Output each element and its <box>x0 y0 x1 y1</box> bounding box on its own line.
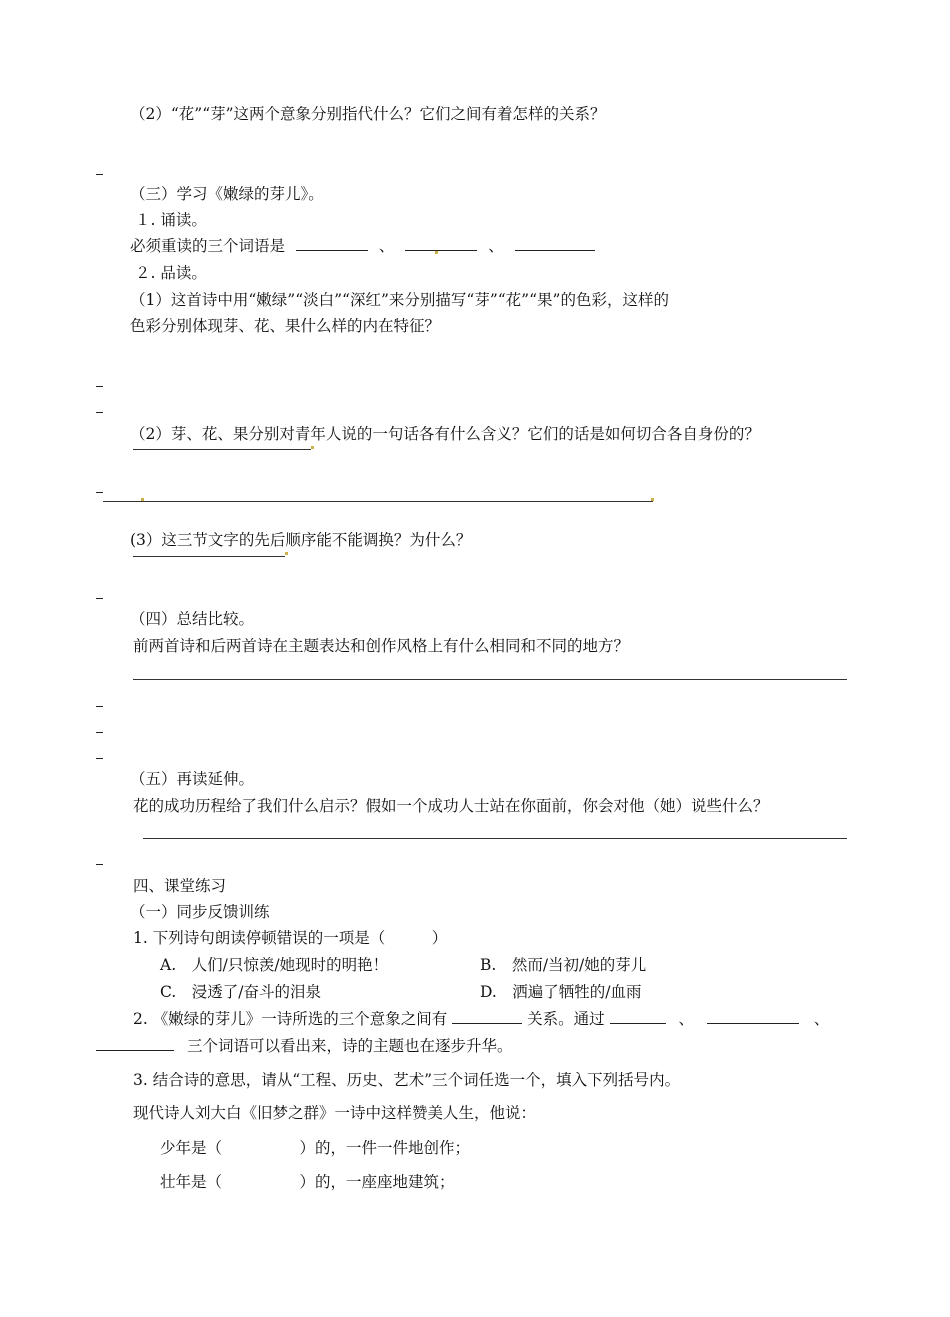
exercise-3-line-2: 壮年是（ ）的，一座座地建筑； <box>160 1173 455 1191</box>
answer-line[interactable] <box>133 449 311 450</box>
exercise-1-option-c[interactable]: C. 浸透了/奋斗的泪泉 <box>160 983 321 1001</box>
exercise-2-line-1 <box>133 1009 829 1029</box>
stress-words-label: 必须重读的三个词语是 <box>130 237 286 255</box>
marker-dot <box>651 498 654 501</box>
answer-line[interactable] <box>143 838 847 839</box>
answer-dash <box>96 706 103 707</box>
exercise-1-option-a[interactable]: A. 人们/只惊羡/她现时的明艳！ <box>160 956 389 974</box>
section-3-item-1: １. 诵读。 <box>135 211 207 229</box>
answer-dash <box>96 864 103 865</box>
stress-words-line <box>130 236 595 256</box>
answer-dash <box>96 174 103 175</box>
answer-dash <box>96 412 103 413</box>
exercise-3-line-1: 少年是（ ）的，一件一件地创作； <box>160 1139 471 1157</box>
question-inspiration: 花的成功历程给了我们什么启示？假如一个成功人士站在你面前，你会对他（她）说些什么？ <box>133 797 769 815</box>
answer-dash <box>96 492 103 493</box>
separator: 、 <box>378 237 395 255</box>
exercise-2-middle: 关系。通过 <box>527 1010 605 1028</box>
blank-word-a[interactable] <box>610 1009 666 1024</box>
exercise-1-option-b[interactable]: B. 然而/当初/她的芽儿 <box>480 956 647 974</box>
blank-word-b[interactable] <box>707 1009 799 1024</box>
marker-dot <box>311 446 314 449</box>
part-4-title: 四、课堂练习 <box>133 877 227 895</box>
question-order: (3）这三节文字的先后顺序能不能调换？为什么？ <box>130 531 472 549</box>
answer-dash <box>96 598 103 599</box>
answer-line[interactable] <box>103 501 653 502</box>
answer-line[interactable] <box>133 556 285 557</box>
question-colors-line-1: （1）这首诗中用“嫩绿”“淡白”“深红”来分别描写“芽”“花”“果”的色彩，这样的 <box>130 291 669 309</box>
marker-dot <box>435 251 438 254</box>
exercise-3-stem: 3. 结合诗的意思，请从“工程、历史、艺术”三个词任选一个，填入下列括号内。 <box>133 1071 681 1089</box>
exercise-3-intro: 现代诗人刘大白《旧梦之群》一诗中这样赞美人生，他说： <box>133 1104 537 1122</box>
section-5-title: （五）再读延伸。 <box>130 770 255 788</box>
exercise-1-option-d[interactable]: D. 洒遍了牺牲的/血雨 <box>480 983 642 1001</box>
answer-line[interactable] <box>133 679 847 680</box>
separator: 、 <box>678 1010 694 1028</box>
blank-word-1[interactable] <box>296 236 368 251</box>
answer-dash <box>96 732 103 733</box>
section-4-title: （四）总结比较。 <box>130 610 255 628</box>
question-flower-bud: （2）“花”“芽”这两个意象分别指代什么？它们之间有着怎样的关系？ <box>130 105 606 123</box>
separator: 、 <box>488 237 504 255</box>
separator: 、 <box>813 1010 830 1028</box>
question-compare: 前两首诗和后两首诗在主题表达和创作风格上有什么相同和不同的地方？ <box>133 637 630 655</box>
marker-dot <box>141 498 144 501</box>
blank-relation[interactable] <box>452 1009 522 1024</box>
question-meaning: （2）芽、花、果分别对青年人说的一句话各有什么含义？它们的话是如何切合各自身份的？ <box>130 425 760 443</box>
exercise-2-prefix: 2. 《嫩绿的芽儿》一诗所选的三个意象之间有 <box>133 1010 448 1028</box>
blank-word-c[interactable] <box>96 1036 174 1051</box>
marker-dot <box>285 552 288 555</box>
part-4-subtitle: （一）同步反馈训练 <box>130 903 270 921</box>
answer-dash <box>96 386 103 387</box>
section-3-title: （三）学习《嫩绿的芽儿》。 <box>130 185 324 203</box>
answer-dash <box>96 758 103 759</box>
exercise-2-ending: 三个词语可以看出来，诗的主题也在逐步升华。 <box>186 1037 513 1055</box>
blank-word-3[interactable] <box>515 236 595 251</box>
question-colors-line-2: 色彩分别体现芽、花、果什么样的内在特征？ <box>130 317 441 335</box>
section-3-item-2: ２. 品读。 <box>135 264 207 282</box>
exercise-1-stem: 1. 下列诗句朗读停顿错误的一项是（ ） <box>133 929 448 947</box>
exercise-2-line-2 <box>96 1036 512 1056</box>
blank-word-2[interactable] <box>405 236 477 251</box>
